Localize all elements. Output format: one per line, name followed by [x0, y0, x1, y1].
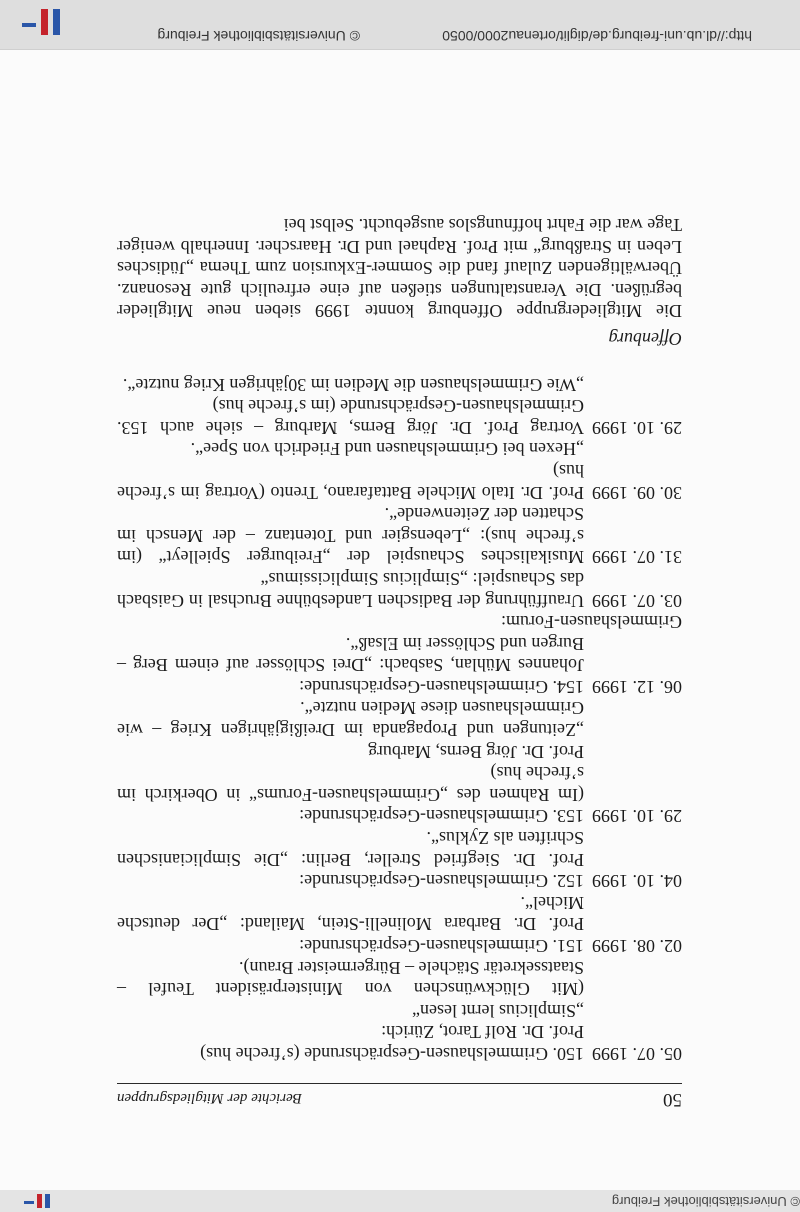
event-line: (Mit Glückwünschen von Ministerpräsident Teufel – Staatssekretär Stächele – Bürgermeister Braun). [117, 957, 584, 1000]
event-line: „Wie Grimmelshausen die Medien im 30jährigen Krieg nutzte“. [122, 374, 584, 395]
forum-list [117, 373, 682, 611]
event-entry [117, 632, 682, 697]
event-line: Prof. Dr. Jörg Berns, Marburg [368, 741, 584, 762]
event-date: 05. 07. 1999 [592, 1044, 682, 1064]
event-body [117, 438, 584, 503]
event-entry [117, 503, 682, 568]
event-line: 152. Grimmelshausen-Gesprächsrunde: [299, 871, 584, 892]
section-title-offenburg: Offenburg [608, 329, 682, 349]
source-url[interactable]: http://dl.ub.uni-freiburg.de/diglit/ortenau2000/0050 [442, 28, 752, 44]
event-entry [117, 438, 682, 503]
event-line: Prof. Dr. Italo Michele Battafarano, Trento (Vortrag im s’freche hus) [117, 460, 584, 503]
event-entry [117, 826, 682, 891]
event-body [117, 956, 584, 1064]
event-entry [117, 697, 682, 827]
event-line: Prof. Dr. Barbara Molinelli-Stein, Mailand: „Der deutsche Michel“. [117, 892, 584, 935]
event-date: 29. 10. 1999 [592, 806, 682, 827]
event-line: 151. Grimmelshausen-Gesprächsrunde: [299, 936, 584, 957]
event-line: 153. Grimmelshausen-Gesprächsrunde: [299, 806, 584, 827]
event-body [117, 632, 584, 697]
event-line: Johannes Mühlan, Sasbach: „Drei Schlösser auf einem Berg – Burgen und Schlösser im Elsaß“. [117, 633, 584, 676]
event-line: Prof. Dr. Rolf Tarot, Zürich: [381, 1022, 584, 1043]
event-date: 30. 09. 1999 [592, 482, 682, 503]
forum-label: Grimmelshausen-Forum: [501, 612, 682, 633]
section-paragraph: Die Mitgliedergruppe Offenburg konnte 1999 sieben neue Mitglieder begrüßen. Die Veranstaltungen stießen auf eine erfreulich gute Resonanz. Überwältigenden Zulauf fand die Sommer-Exkursion zum Thema „Jüdisches Leben in Straßburg“ mit Prof. Raphael und Dr. Haarscher. Innerhalb weniger Tage war die Fahrt hoffnungslos ausgebucht. Selbst bei [117, 215, 682, 322]
event-line: 154. Grimmelshausen-Gesprächsrunde: [299, 676, 584, 697]
event-body [117, 503, 584, 568]
event-date: 02. 08. 1999 [592, 936, 682, 957]
scanned-page [0, 50, 800, 1190]
event-line: (Im Rahmen des „Grimmelshausen-Forums“ in Oberkirch im s’freche hus) [117, 763, 584, 805]
event-date: 06. 12. 1999 [592, 676, 682, 697]
running-head: Berichte der Mitgliedsgruppen [117, 1090, 302, 1106]
event-date: 04. 10. 1999 [592, 871, 682, 892]
event-entry [117, 373, 682, 438]
event-entry [117, 956, 682, 1064]
library-logo-icon [24, 1194, 50, 1208]
event-date: 31. 07. 1999 [592, 547, 682, 568]
event-body [117, 567, 584, 610]
event-line: „Zeitungen und Propaganda im Dreißigjährigen Krieg – wie Grimmelshausen diese Medien nutzte“. [117, 698, 584, 741]
gespraechsrunden-list [117, 632, 682, 1064]
event-line: „Hexen bei Grimmelshausen und Friedrich von Spee“. [190, 439, 584, 460]
copyright-notice: © Universitätsbibliothek Freiburg [157, 28, 360, 44]
event-line: Musikalisches Schauspiel der „Freiburger Spielleyt“ (im s’freche hus): „Lebensgier und Totentanz – der Mensch im Schatten der Zeitenwende“. [117, 504, 584, 568]
event-line: 150. Grimmelshausen-Gesprächsrunde (s’freche hus) [200, 1044, 584, 1064]
event-entry [117, 567, 682, 610]
source-info-band [0, 0, 800, 50]
library-credit-band [0, 1189, 800, 1212]
event-line: Prof. Dr. Siegfried Streller, Berlin: „Die Simplicianischen Schriften als Zyklus“. [117, 828, 584, 870]
event-date: 03. 07. 1999 [592, 590, 682, 611]
event-date: 29. 10. 1999 [592, 417, 682, 438]
event-line: Vortrag Prof. Dr. Jörg Berns, Marburg – siehe auch 153. Grimmelshausen-Gesprächsrunde (im s’freche hus) [117, 396, 584, 438]
event-body [117, 826, 584, 891]
page-content [117, 213, 682, 1064]
event-line: Uraufführung der Badischen Landesbühne Bruchsal in Gaisbach das Schauspiel: „Simplicius Simplicissimus“ [117, 568, 584, 611]
event-entry [117, 891, 682, 956]
event-line: „Simplicius lernt lesen“ [412, 1000, 584, 1021]
page-header [117, 1083, 682, 1114]
library-logo-icon [22, 7, 60, 37]
event-body [117, 891, 584, 956]
event-body [117, 697, 584, 827]
event-body [117, 373, 584, 438]
page-number: 50 [663, 1089, 682, 1110]
library-credit: © Universitätsbibliothek Freiburg [611, 1194, 800, 1209]
